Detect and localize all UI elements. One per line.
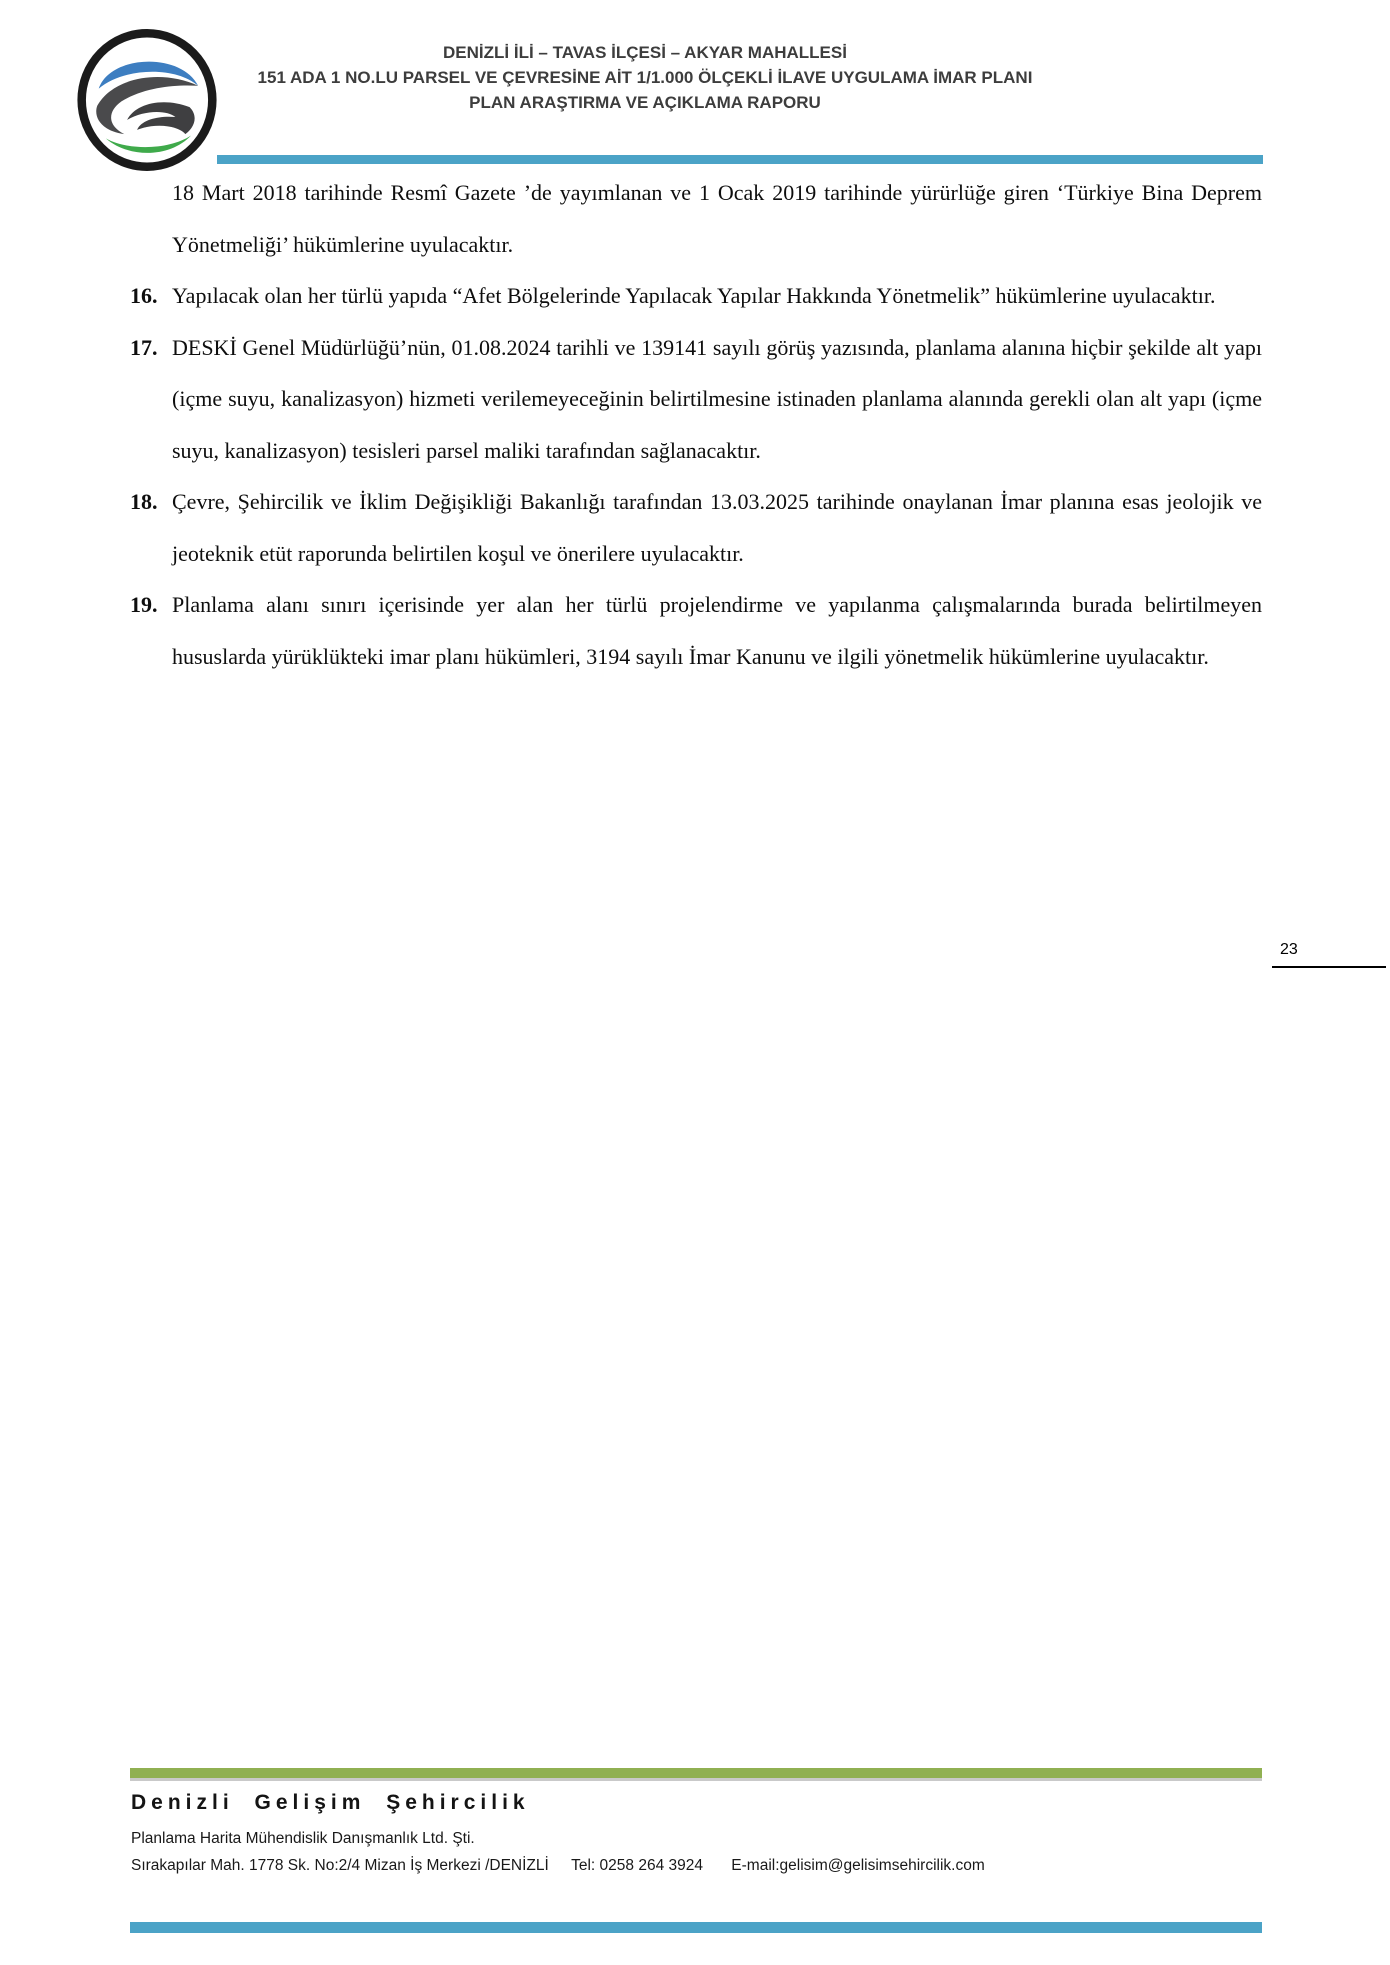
footer-address: Sırakapılar Mah. 1778 Sk. No:2/4 Mizan İş Merkezi /DENİZLİ xyxy=(131,1857,549,1874)
footer-phone: Tel: 0258 264 3924 xyxy=(571,1857,703,1874)
footer-green-bar xyxy=(130,1768,1262,1781)
page-number-value: 23 xyxy=(1280,941,1298,958)
list-item-18 xyxy=(130,476,1262,579)
item-text: Yapılacak olan her türlü yapıda “Afet Bölgelerinde Yapılacak Yapılar Hakkında Yönetmelik” hükümlerine uyulacaktır. xyxy=(172,283,1216,308)
report-header xyxy=(180,40,1110,115)
footer-contact-line xyxy=(131,1857,985,1875)
header-line-region: DENİZLİ İLİ – TAVAS İLÇESİ – AKYAR MAHALLESİ xyxy=(443,43,847,62)
report-body xyxy=(130,167,1262,682)
item-number: 18. xyxy=(130,489,158,514)
item-text: DESKİ Genel Müdürlüğü’nün, 01.08.2024 tarihli ve 139141 sayılı görüş yazısında, planlama alanına hiçbir şekilde alt yapı (içme suyu, kanalizasyon) hizmeti verilemeyeceğinin belirtilmesine istinaden planlama alanında gerekli olan alt yapı (içme suyu, kanalizasyon) tesisleri parsel maliki tarafından sağlanacaktır. xyxy=(172,334,1262,463)
item-number: 17. xyxy=(130,334,158,360)
header-rule xyxy=(217,155,1263,164)
page-number xyxy=(1272,941,1386,968)
list-item-16 xyxy=(130,270,1262,322)
item-text: Planlama alanı sınırı içerisinde yer alan her türlü projelendirme ve yapılanma çalışmalarında burada belirtilmeyen hususlarda yürüklükteki imar planı hükümleri, 3194 sayılı İmar Kanunu ve ilgili yönetmelik hükümlerine uyulacaktır. xyxy=(172,592,1262,669)
list-item-19 xyxy=(130,579,1262,682)
item-number: 19. xyxy=(130,592,158,617)
list-item-17 xyxy=(130,322,1262,477)
footer-company-subtitle: Planlama Harita Mühendislik Danışmanlık Ltd. Şti. xyxy=(131,1830,475,1847)
item-text: Çevre, Şehircilik ve İklim Değişikliği Bakanlığı tarafından 13.03.2025 tarihinde onaylanan İmar planına esas jeolojik ve jeoteknik etüt raporunda belirtilen koşul ve önerilere uyulacaktır. xyxy=(172,489,1262,566)
item-number: 16. xyxy=(130,283,158,308)
header-line-report: PLAN ARAŞTIRMA VE AÇIKLAMA RAPORU xyxy=(469,93,821,112)
footer-company-name: Denizli Gelişim Şehircilik xyxy=(131,1791,530,1814)
footer-bottom-rule xyxy=(130,1922,1262,1933)
footer-email: E-mail:gelisim@gelisimsehircilik.com xyxy=(731,1857,985,1874)
header-line-plan: 151 ADA 1 NO.LU PARSEL VE ÇEVRESİNE AİT 1/1.000 ÖLÇEKLİ İLAVE UYGULAMA İMAR PLANI xyxy=(257,68,1033,87)
paragraph-continuation: 18 Mart 2018 tarihinde Resmî Gazete ’de yayımlanan ve 1 Ocak 2019 tarihinde yürürlüğe giren ‘Türkiye Bina Deprem Yönetmeliği’ hükümlerine uyulacaktır. xyxy=(172,180,1262,257)
